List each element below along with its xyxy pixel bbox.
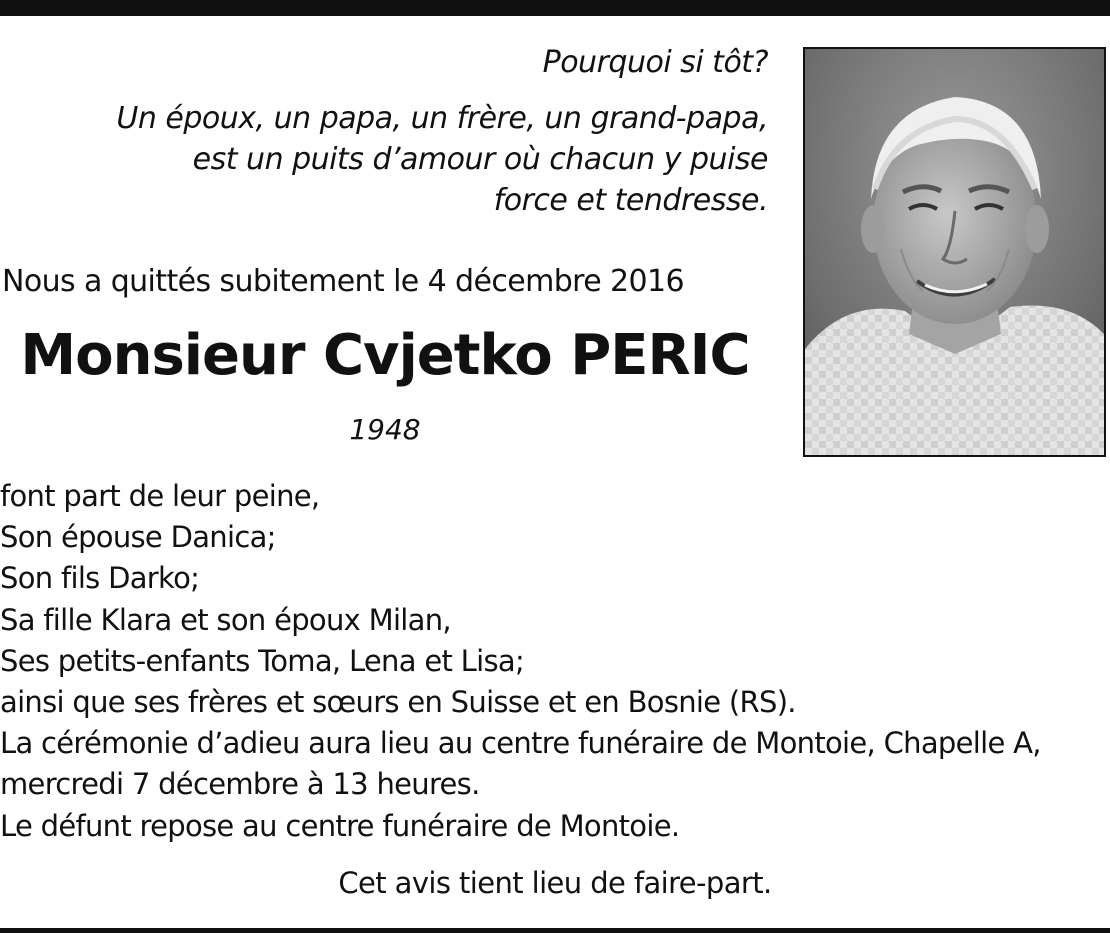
- repose-line: Le défunt repose au centre funéraire de Montoie.: [0, 808, 680, 843]
- quote-line: force et tendresse.: [493, 183, 768, 218]
- family-line: Son épouse Danica;: [0, 520, 276, 555]
- family-line: Son fils Darko;: [0, 561, 200, 596]
- bottom-border-rule: [0, 928, 1110, 933]
- family-line: Ses petits-enfants Toma, Lena et Lisa;: [0, 643, 525, 678]
- ceremony-line: La cérémonie d’adieu aura lieu au centre funéraire de Montoie, Chapelle A,: [0, 726, 1041, 761]
- deceased-name: Monsieur Cvjetko PERIC: [20, 323, 750, 388]
- portrait-photo: [803, 47, 1106, 457]
- ceremony-line: mercredi 7 décembre à 13 heures.: [0, 767, 480, 802]
- family-line: ainsi que ses frères et sœurs en Suisse et en Bosnie (RS).: [0, 685, 796, 720]
- quote-line: est un puits d’amour où chacun y puise: [192, 142, 768, 177]
- closing-note: Cet avis tient lieu de faire-part.: [338, 866, 772, 900]
- quote-title: Pourquoi si tôt?: [542, 45, 768, 80]
- family-line: Sa fille Klara et son époux Milan,: [0, 602, 451, 637]
- quote-verse: [116, 98, 768, 221]
- family-notice: [0, 476, 1041, 847]
- top-border-rule: [0, 0, 1110, 16]
- death-announcement: Nous a quittés subitement le 4 décembre 2016: [2, 264, 684, 299]
- family-line: font part de leur peine,: [0, 479, 320, 513]
- birth-year: 1948: [349, 413, 421, 446]
- quote-line: Un époux, un papa, un frère, un grand-papa,: [116, 101, 768, 136]
